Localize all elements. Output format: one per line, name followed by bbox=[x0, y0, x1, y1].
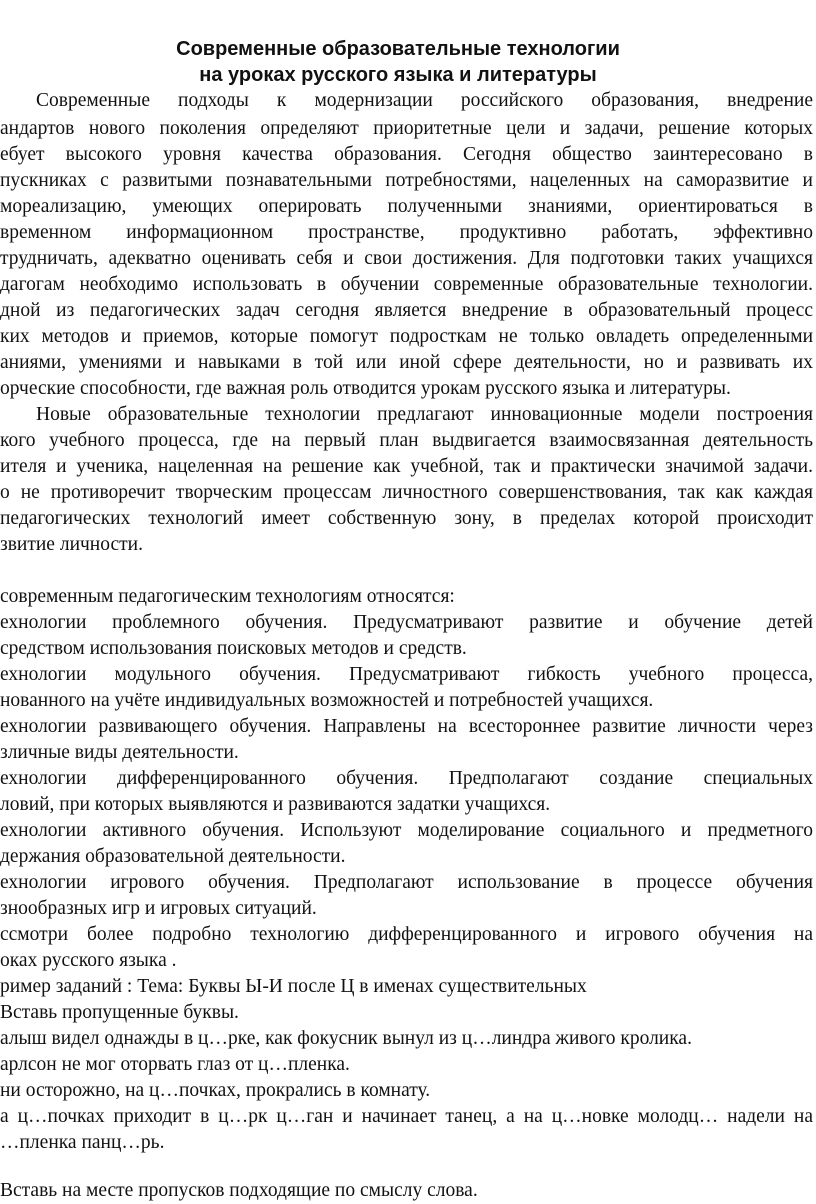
text-line: средством использования поисковых методов и средств. bbox=[0, 638, 467, 659]
text-line: Вставь пропущенные буквы. bbox=[0, 1002, 239, 1023]
text-line: ехнологии игрового обучения. Предполагают использование в процессе обучения bbox=[0, 872, 813, 893]
text-line: Новые образовательные технологии предлагают инновационные модели построения bbox=[36, 404, 813, 425]
text-line: Современные подходы к модернизации российского образования, внедрение bbox=[36, 90, 813, 111]
text-line: пускниках с развитыми познавательными потребностями, нацеленных на саморазвитие и bbox=[0, 170, 813, 191]
text-line: ловий, при которых выявляются и развиваются задатки учащихся. bbox=[0, 794, 551, 815]
text-line: орческие способности, где важная роль отводится урокам русского языка и литературы. bbox=[0, 378, 731, 399]
text-line: о не противоречит творческим процессам личностного совершенствования, так как каждая bbox=[0, 482, 813, 503]
text-line: звитие личности. bbox=[0, 534, 143, 555]
text-line: ебует высокого уровня качества образования. Сегодня общество заинтересовано в bbox=[0, 144, 813, 165]
text-line: мореализацию, умеющих оперировать полученными знаниями, ориентироваться в bbox=[0, 196, 813, 217]
text-line: ни осторожно, на ц…почках, прокрались в комнату. bbox=[0, 1080, 431, 1101]
text-line: ссмотри более подробно технологию дифференцированного и игрового обучения на bbox=[0, 924, 813, 945]
text-line: а ц…почках приходит в ц…рк ц…ган и начинает танец, а на ц…новке молодц… надели на bbox=[0, 1106, 813, 1127]
text-line: аниями, умениями и навыками в той или иной сфере деятельности, но и развивать их bbox=[0, 352, 813, 373]
text-line: оках русского языка . bbox=[0, 950, 177, 971]
text-line: ехнологии активного обучения. Используют моделирование социального и предметного bbox=[0, 820, 813, 841]
text-line: ехнологии модульного обучения. Предусматривают гибкость учебного процесса, bbox=[0, 664, 813, 685]
text-line: дагогам необходимо использовать в обучении современные образовательные технологии. bbox=[0, 274, 813, 295]
text-line: зличные виды деятельности. bbox=[0, 742, 239, 763]
text-line: ехнологии проблемного обучения. Предусматривают развитие и обучение детей bbox=[0, 612, 813, 633]
text-line: держания образовательной деятельности. bbox=[0, 846, 346, 867]
text-line: ример заданий : Тема: Буквы Ы-И после Ц в именах существительных bbox=[0, 976, 587, 997]
text-line: ехнологии развивающего обучения. Направлены на всестороннее развитие личности через bbox=[0, 716, 813, 737]
text-line: алыш видел однажды в ц…рке, как фокусник вынул из ц…линдра живого кролика. bbox=[0, 1028, 692, 1049]
text-line: андартов нового поколения определяют приоритетные цели и задачи, решение которых bbox=[0, 118, 813, 139]
text-line: …пленка панц…рь. bbox=[0, 1132, 165, 1153]
text-line: знообразных игр и игровых ситуаций. bbox=[0, 898, 317, 919]
text-line: ехнологии дифференцированного обучения. Предполагают создание специальных bbox=[0, 768, 813, 789]
text-line: педагогических технологий имеет собственную зону, в пределах которой происходит bbox=[0, 508, 813, 529]
text-line bbox=[0, 558, 813, 584]
text-line: арлсон не мог оторвать глаз от ц…пленка. bbox=[0, 1054, 350, 1075]
text-line: нованного на учёте индивидуальных возможностей и потребностей учащихся. bbox=[0, 690, 654, 711]
text-line: ителя и ученика, нацеленная на решение как учебной, так и практически значимой задачи. bbox=[0, 456, 813, 477]
text-line: Вставь на месте пропусков подходящие по смыслу слова. bbox=[0, 1180, 478, 1201]
document-title-line-1: Современные образовательные технологии bbox=[176, 38, 620, 60]
text-line: кого учебного процесса, где на первый план выдвигается взаимосвязанная деятельность bbox=[0, 430, 813, 451]
text-line: современным педагогическим технологиям относятся: bbox=[0, 586, 455, 607]
document-title-line-2: на уроках русского языка и литературы bbox=[199, 64, 597, 86]
text-line: дной из педагогических задач сегодня является внедрение в образовательный процесс bbox=[0, 300, 813, 321]
text-line: трудничать, адекватно оценивать себя и свои достижения. Для подготовки таких учащихся bbox=[0, 248, 813, 269]
text-line: временном информационном пространстве, продуктивно работать, эффективно bbox=[0, 222, 813, 243]
text-line: ких методов и приемов, которые помогут подросткам не только овладеть определенными bbox=[0, 326, 813, 347]
